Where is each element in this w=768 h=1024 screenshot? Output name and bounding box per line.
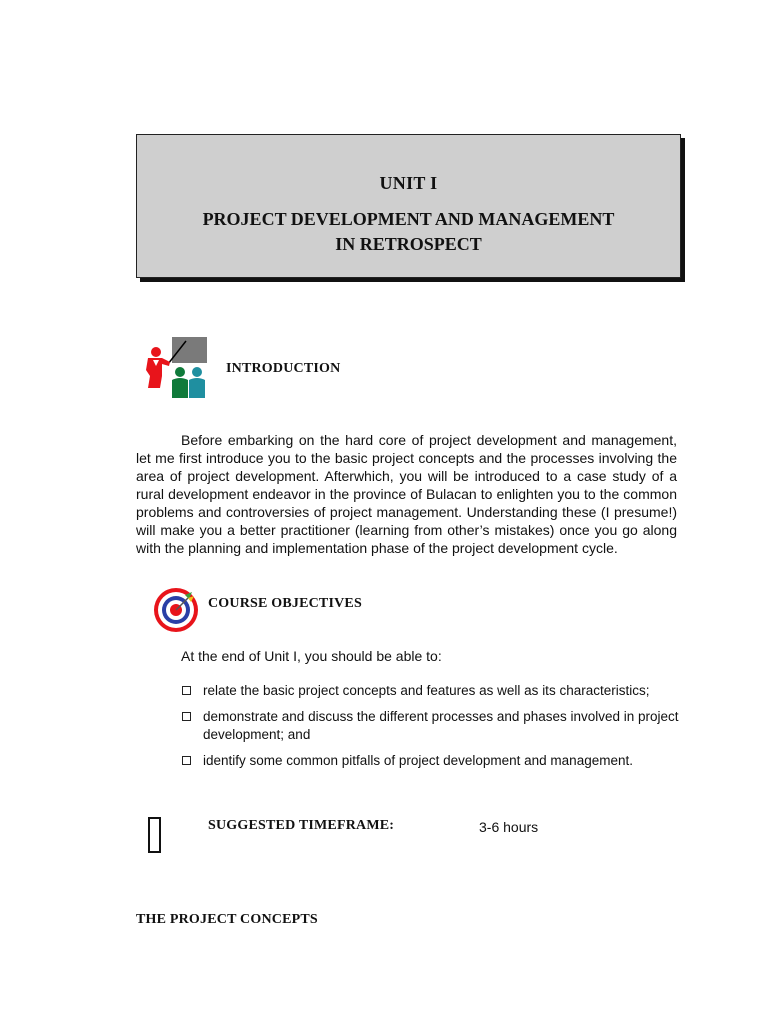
bullet-box-icon: [182, 686, 191, 695]
timeframe-value: 3-6 hours: [479, 819, 539, 835]
objective-text: identify some common pitfalls of project development and management.: [203, 753, 633, 768]
unit-title-box: [136, 134, 681, 278]
timeframe-label: SUGGESTED TIMEFRAME:: [208, 818, 395, 833]
introduction-paragraph: Before embarking on the hard core of project development and management, let me first introduce you to the basic project concepts and the processes involving the area of project development. Afterwhich, you will be introduced to a case study of a rural development endeavor in the province of Bulacan to enlighten you to the common problems and controversies of project management. Understanding these (I presume!) will make you a better practitioner (learning from other’s mistakes) once you go along with the planning and implementation phase of the project development cycle.: [136, 432, 677, 556]
unit-title-line-2: IN RETROSPECT: [335, 234, 482, 254]
unit-title-line-1: PROJECT DEVELOPMENT AND MANAGEMENT: [202, 209, 615, 229]
course-objectives-heading: COURSE OBJECTIVES: [208, 596, 362, 611]
target-icon: [152, 586, 200, 634]
objectives-list: [181, 682, 681, 778]
missing-glyph-icon: [148, 817, 161, 853]
objective-item: [181, 682, 681, 700]
objective-item: [181, 752, 681, 770]
bullet-box-icon: [182, 756, 191, 765]
introduction-heading: INTRODUCTION: [226, 361, 341, 376]
objective-item: [181, 708, 681, 744]
presenter-icon: [142, 336, 210, 400]
project-concepts-heading: THE PROJECT CONCEPTS: [136, 912, 318, 927]
objective-text: demonstrate and discuss the different processes and phases involved in project development; and: [203, 709, 679, 742]
unit-number: UNIT I: [379, 173, 438, 193]
unit-title: [137, 207, 680, 257]
objective-text: relate the basic project concepts and features as well as its characteristics;: [203, 683, 650, 698]
bullet-box-icon: [182, 712, 191, 721]
objectives-lead: At the end of Unit I, you should be able to:: [181, 648, 442, 664]
